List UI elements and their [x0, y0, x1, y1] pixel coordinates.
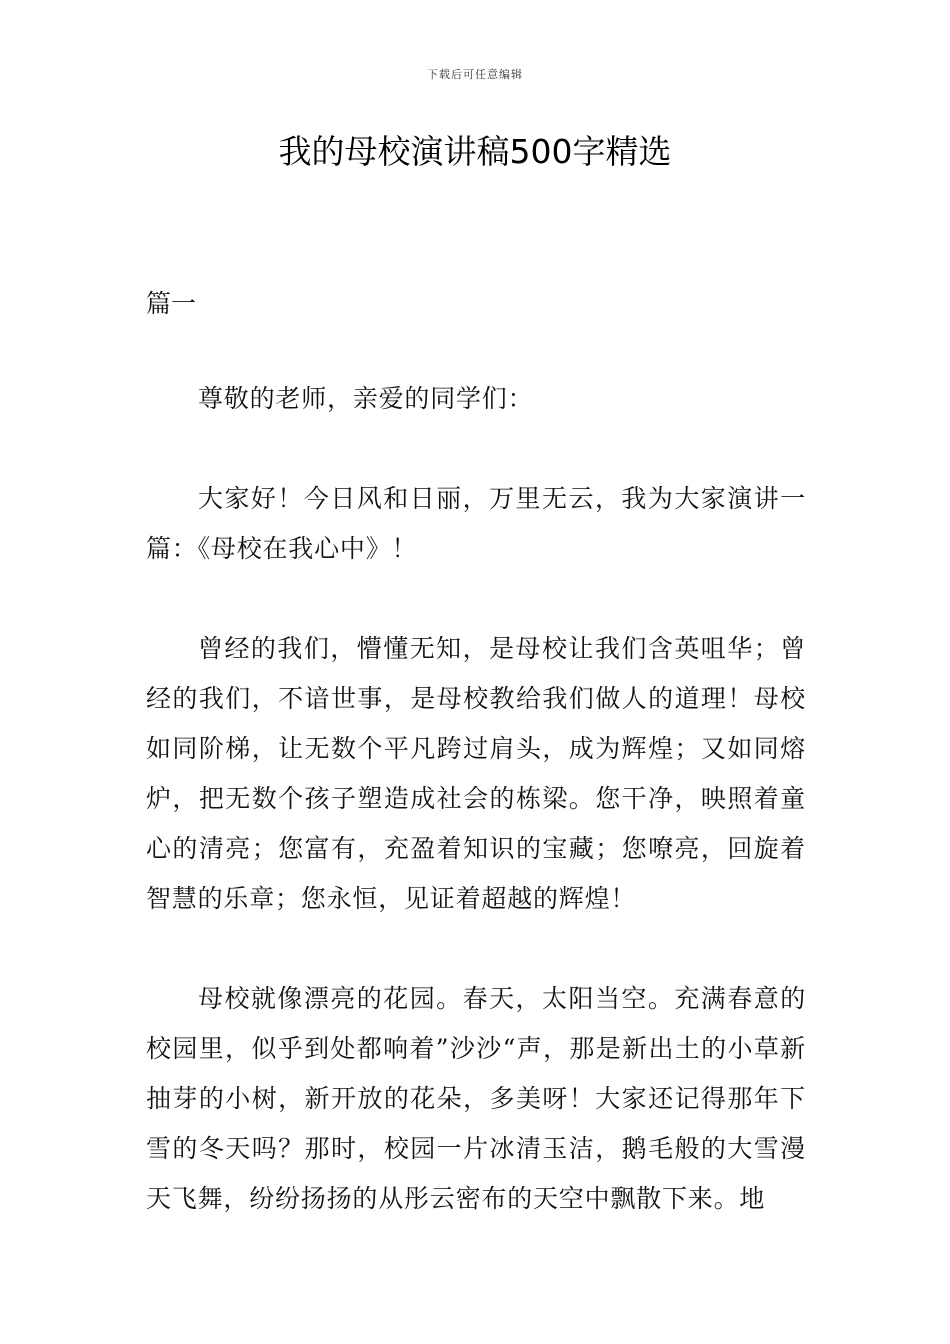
paragraph-body-2: 母校就像漂亮的花园。春天，太阳当空。充满春意的校园里，似乎到处都响着”沙沙“声，那是新出土的小草新抽芽的小树，新开放的花朵，多美呀！大家还记得那年下雪的冬天吗？那时，校园一片冰清玉洁，鹅毛般的大雪漫天飞舞，纷纷扬扬的从彤云密布的天空中飘散下来。地	[146, 984, 806, 1213]
page-title: 我的母校演讲稿500字精选	[278, 132, 672, 171]
section-label: 篇一	[146, 289, 197, 318]
paragraph-greeting: 大家好！今日风和日丽，万里无云，我为大家演讲一篇：《母校在我心中》！	[146, 484, 806, 563]
header-note: 下载后可任意编辑	[427, 68, 523, 81]
paragraph-body-1: 曾经的我们，懵懂无知，是母校让我们含英咀华；曾经的我们，不谙世事，是母校教给我们做人的道理！母校如同阶梯，让无数个平凡跨过肩头，成为辉煌；又如同熔炉，把无数个孩子塑造成社会的栋梁。您干净，映照着童心的清亮；您富有，充盈着知识的宝藏；您嘹亮，回旋着智慧的乐章；您永恒，见证着超越的辉煌！	[146, 634, 806, 913]
paragraph-salutation: 尊敬的老师，亲爱的同学们：	[198, 384, 534, 413]
